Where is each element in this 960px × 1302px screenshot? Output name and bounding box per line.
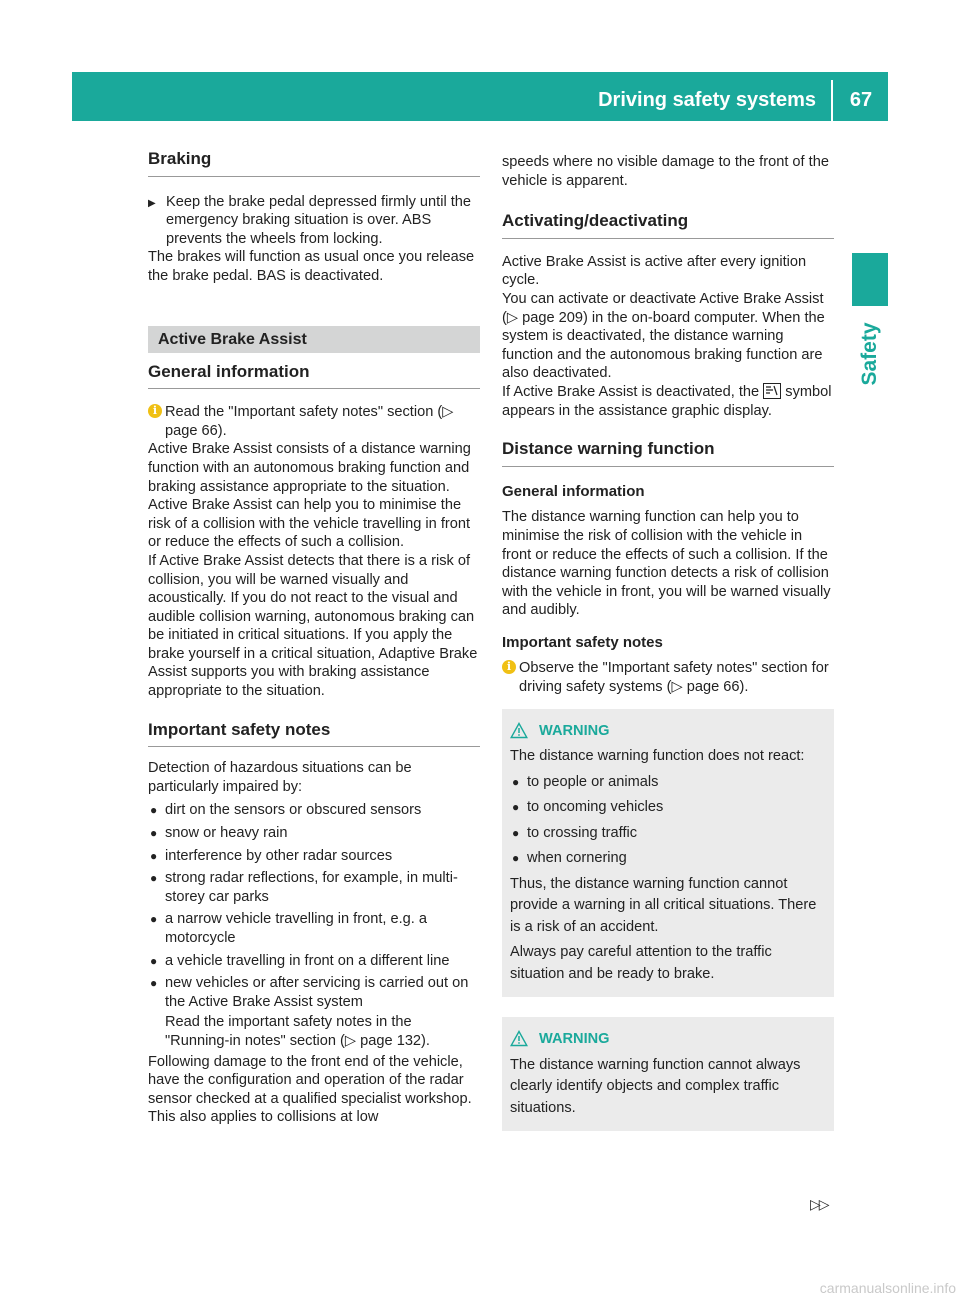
warning-triangle-icon [510, 1030, 528, 1047]
warning-title: WARNING [510, 721, 826, 743]
list-item: ● interference by other radar sources [150, 847, 393, 864]
right-column [502, 153, 834, 1131]
braking-after: The brakes will function as usual once you release the brake pedal. BAS is deactivated. [148, 249, 475, 284]
warning-box-1 [502, 709, 834, 998]
warning-intro: The distance warning function does not react: [510, 748, 805, 765]
damage-paragraph: Following damage to the front end of the vehicle, have the configuration and operation of the radar sensor checked at a qualified specialist workshop. This also applies to collisions at low [148, 1053, 472, 1126]
aba-heading: Active Brake Assist [148, 326, 480, 353]
info-icon: i [148, 404, 162, 418]
general-info-heading: General information [148, 363, 480, 390]
list-item: ● to people or animals [510, 772, 826, 794]
dwf-general-info-heading: General information [502, 482, 645, 500]
bullet-icon: ● [150, 871, 158, 886]
continue-mark: ▷▷ [810, 1196, 828, 1212]
list-item: ● snow or heavy rain [150, 825, 288, 842]
section-title: Driving safety systems [598, 89, 816, 111]
bullet-icon: ● [512, 851, 520, 866]
safety-heading: Important safety notes [148, 721, 480, 748]
aba-paragraph-3: If Active Brake Assist detects that there is a risk of collision, you will be warned visually and acoustically. If you do not react to the visual and audible collision warning, autonomous braking can be initiated in critical situations. If you apply the brake yourself in a critical situation, Adaptive Brake Assist supports you with braking assistance appropriate to the situation. [148, 552, 478, 700]
braking-step: ▶ Keep the brake pedal depressed firmly until the emergency braking situation is over. ABS prevents the wheels from locking. [148, 193, 480, 249]
chapter-tab [852, 253, 888, 306]
dwf-info-note: i Observe the "Important safety notes" section for driving safety systems (▷ page 66). [502, 659, 834, 696]
impairment-list [148, 801, 480, 1011]
bullet-icon: ● [150, 953, 158, 968]
activating-heading: Activating/deactivating [502, 212, 834, 239]
page-number: 67 [849, 89, 873, 111]
info-icon: i [502, 660, 516, 674]
runin-note: Read the important safety notes in the "Running-in notes" section (▷ page 132). [165, 1014, 430, 1049]
braking-heading: Braking [148, 150, 480, 177]
watermark: carmanualsonline.info [819, 1280, 956, 1296]
bullet-icon: ● [512, 825, 520, 840]
bullet-icon: ● [512, 800, 520, 815]
dwf-paragraph: The distance warning function can help you to minimise the risk of collision with the vehicle in front or reduce the effects of such a collision. If the distance warning function detects a risk of collision with the vehicle in front, you will be warned visually and audibly. [502, 509, 831, 619]
dwf-safety-heading: Important safety notes [502, 633, 663, 651]
list-item: ● to crossing traffic [510, 823, 826, 845]
continued-paragraph: speeds where no visible damage to the front of the vehicle is apparent. [502, 154, 829, 189]
activating-paragraph-2: You can activate or deactivate Active Brake Assist (▷ page 209) in the on-board computer. When the system is deactivated, the distance warning function and the autonomous braking function are also deactivated. [502, 290, 825, 382]
safety-intro: Detection of hazardous situations can be particularly impaired by: [148, 760, 412, 795]
warning-title: WARNING [510, 1029, 826, 1051]
aba-paragraph-1: Active Brake Assist consists of a distance warning function with an autonomous braking function and braking assistance appropriate to the situation. [148, 441, 471, 495]
bullet-icon: ● [150, 826, 158, 841]
chapter-label: Safety [858, 322, 881, 386]
header-bar [72, 72, 888, 121]
list-item: ● strong radar reflections, for example, in multi-storey car parks [150, 870, 458, 905]
bullet-icon: ● [150, 848, 158, 863]
warning-paragraph-1: The distance warning function cannot always clearly identify objects and complex traffic situations. [510, 1056, 801, 1116]
aba-paragraph-2: Active Brake Assist can help you to minimise the risk of a collision with the vehicle travelling in front or reduce the effects of such a collision. [148, 497, 471, 551]
list-item: ● a narrow vehicle travelling in front, e.g. a motorcycle [150, 911, 428, 946]
list-item: ● to oncoming vehicles [510, 797, 826, 819]
warning-triangle-icon [510, 722, 528, 739]
info-note: i Read the "Important safety notes" section (▷ page 66). [148, 403, 480, 440]
activating-paragraph-1: Active Brake Assist is active after every ignition cycle. [502, 253, 807, 289]
bullet-icon: ● [512, 774, 520, 789]
aba-off-icon [763, 383, 781, 399]
list-item: ● dirt on the sensors or obscured sensors [150, 802, 422, 819]
warning-paragraph-1: Thus, the distance warning function cannot provide a warning in all critical situations. There is a risk of an accident. [510, 875, 817, 935]
list-item: ● when cornering [510, 848, 826, 870]
header-divider [831, 80, 833, 121]
bullet-icon: ● [150, 912, 158, 927]
distance-warning-heading: Distance warning function [502, 440, 834, 467]
list-item: ● new vehicles or after servicing is carried out on the Active Brake Assist system [150, 975, 469, 1010]
bullet-icon: ● [150, 803, 158, 818]
activating-paragraph-3: If Active Brake Assist is deactivated, the symbol appears in the assistance graphic display. [502, 383, 832, 419]
warning-paragraph-2: Always pay careful attention to the traffic situation and be ready to brake. [510, 944, 772, 982]
left-column [148, 150, 480, 1127]
warning-box-2 [502, 1017, 834, 1131]
bullet-icon: ● [150, 976, 158, 991]
list-item: ● a vehicle travelling in front on a different line [150, 952, 450, 969]
